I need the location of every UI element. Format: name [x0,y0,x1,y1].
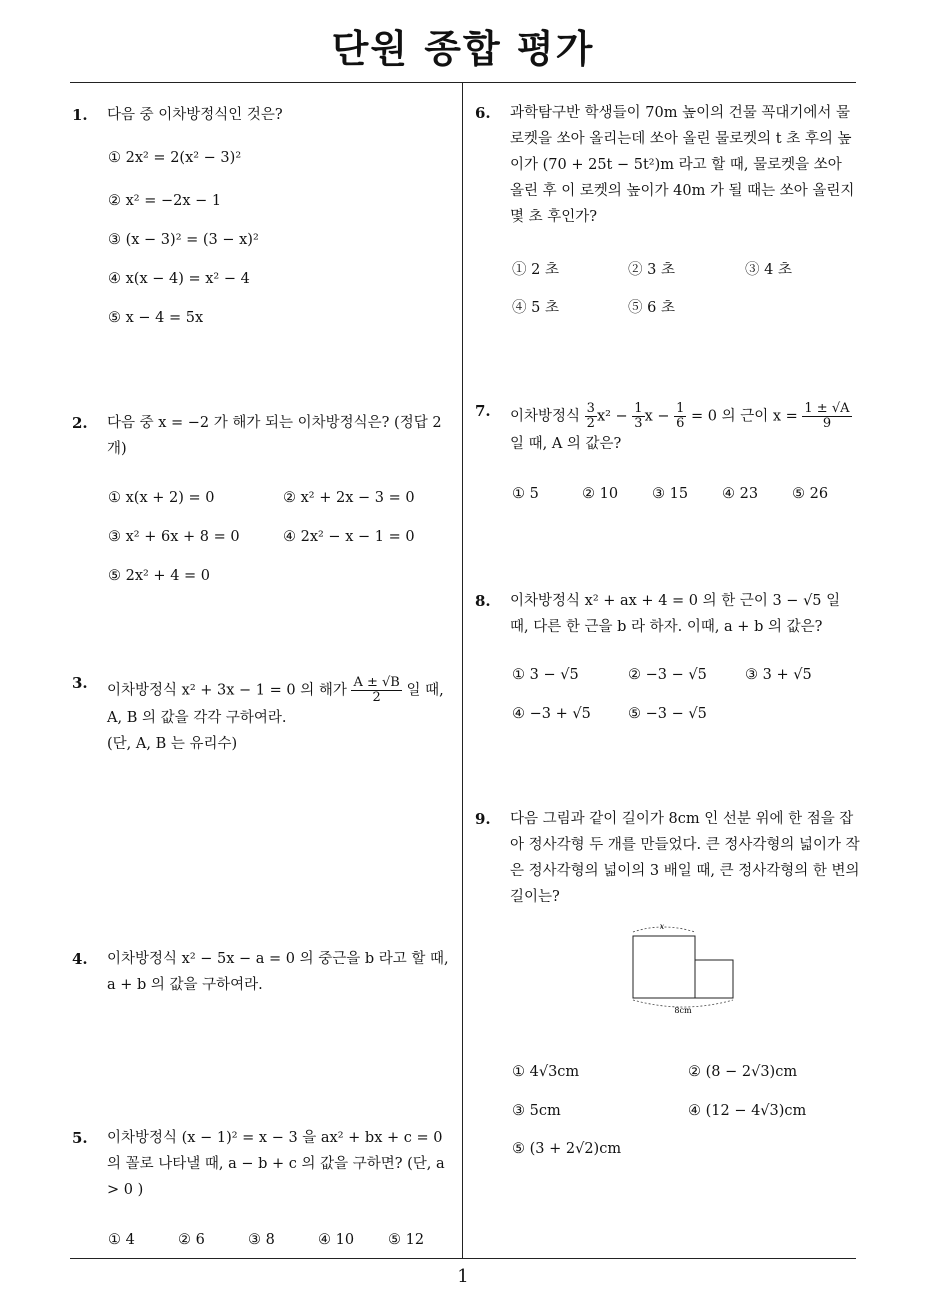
option[interactable]: ② −3 − √5 [628,667,707,683]
fraction: $\frac{1}{6}$ [676,401,685,431]
question-number: 1. [72,106,88,124]
option[interactable]: ⑤ 6 초 [628,300,675,316]
question-9 [475,806,860,910]
option[interactable]: ② 10 [582,486,619,502]
option[interactable]: ① 2x² = 2(x² − 3)² [108,150,242,166]
question-text: = 0 의 근이 x = [691,408,798,425]
option[interactable]: ④ x(x − 4) = x² − 4 [108,271,250,287]
figure-x-label: x [659,922,665,931]
question-number: 5. [72,1129,88,1147]
question-text: 이차방정식 (x − 1)² = x − 3 을 ax² + bx + c = 0 의 꼴로 나타낼 때, a − b + c 의 값을 구하면? (단, a > 0 ) [107,1130,445,1198]
option[interactable]: ① 4√3cm [512,1064,580,1080]
option[interactable]: ⑤ 26 [792,486,829,502]
question-note: (단, A, B 는 유리수) [107,736,238,752]
option[interactable]: ② x² = −2x − 1 [108,193,222,209]
option[interactable]: ③ x² + 6x + 8 = 0 [108,529,240,545]
option[interactable]: ⑤ (3 + 2√2)cm [512,1141,622,1157]
fraction: $\frac{1 \pm √A}{9}$ [804,401,850,431]
question-text: 일 때, A 의 값은? [510,436,622,452]
top-divider [70,82,856,83]
question-3 [72,670,457,757]
bottom-divider [70,1258,856,1259]
question-text: 이차방정식 x² + ax + 4 = 0 의 한 근이 3 − √5 일 때, 다른 한 근을 b 라 하자. 이때, a + b 의 값은? [510,593,841,635]
question-1 [72,102,452,128]
small-square [695,960,733,998]
option[interactable]: ① 4 [108,1232,135,1248]
option[interactable]: ③ 5cm [512,1103,561,1119]
option[interactable]: ③ 3 + √5 [745,667,812,683]
option[interactable]: ③ 4 초 [745,262,792,278]
option[interactable]: ④ −3 + √5 [512,706,591,722]
figure-length-label: 8cm [674,1006,692,1015]
option[interactable]: ③ 8 [248,1232,275,1248]
question-text: 이차방정식 x² − 5x − a = 0 의 중근을 b 라고 할 때, a + b 의 값을 구하여라. [107,951,449,993]
option[interactable]: ⑤ x − 4 = 5x [108,310,204,326]
squares-figure [622,918,746,1018]
option[interactable]: ① x(x + 2) = 0 [108,490,215,506]
option[interactable]: ② x² + 2x − 3 = 0 [283,490,415,506]
question-text: 과학탐구반 학생들이 70m 높이의 건물 꼭대기에서 물로켓을 쏘아 올리는데 쏘아 올린 물로켓의 t 초 후의 높이가 (70 + 25t − 5t²)m 라고 할 때, 물로켓을 쏘아 올린 후 이 로켓의 높이가 40m 가 될 때는 쏘아 올린지 몇 초 후인가? [510,105,855,225]
option[interactable]: ④ 10 [318,1232,355,1248]
option[interactable]: ④ 5 초 [512,300,559,316]
column-divider [462,83,463,1259]
page-title: 단원 종합 평가 [331,27,595,71]
question-2 [72,410,457,462]
option[interactable]: ③ (x − 3)² = (3 − x)² [108,232,259,248]
question-text: 다음 그림과 같이 길이가 8cm 인 선분 위에 한 점을 잡아 정사각형 두 개를 만들었다. 큰 정사각형의 넓이가 작은 정사각형의 넓이의 3 배일 때, 큰 정사각형의 한 변의 길이는? [510,811,860,905]
question-number: 7. [475,402,491,420]
option[interactable]: ① 5 [512,486,539,502]
option[interactable]: ⑤ 12 [388,1232,425,1248]
option[interactable]: ⑤ −3 − √5 [628,706,707,722]
question-number: 2. [72,414,88,432]
question-number: 6. [475,104,491,122]
question-text: 이차방정식 [510,408,581,425]
question-number: 4. [72,950,88,968]
question-number: 8. [475,592,491,610]
option[interactable]: ④ 23 [722,486,759,502]
question-number: 9. [475,810,491,828]
option[interactable]: ④ 2x² − x − 1 = 0 [283,529,415,545]
question-text: x² − [596,408,628,425]
question-text: 다음 중 이차방정식인 것은? [107,107,283,123]
option[interactable]: ② 6 [178,1232,205,1248]
option[interactable]: ② (8 − 2√3)cm [688,1064,798,1080]
option[interactable]: ② 3 초 [628,262,675,278]
question-5 [72,1125,457,1203]
question-number: 3. [72,674,88,692]
fraction: $\frac{1}{3}$ [634,401,643,431]
option[interactable]: ① 2 초 [512,262,559,278]
question-4 [72,946,457,998]
question-text: 이차방정식 x² + 3x − 1 = 0 의 해가 [107,682,347,699]
question-text: 일 때, [406,682,444,699]
question-8 [475,588,860,640]
question-6 [475,100,860,230]
question-7 [475,398,860,457]
large-square [633,936,695,998]
question-text: x − [644,408,670,425]
option[interactable]: ⑤ 2x² + 4 = 0 [108,568,211,584]
fraction: $\frac{A \pm √B}{2}$ [353,675,400,705]
question-text: 다음 중 x = −2 가 해가 되는 이차방정식은? (정답 2 개) [107,415,442,457]
fraction: $\frac{3}{2}$ [586,401,595,431]
question-text: A, B 의 값을 각각 구하여라. [107,710,287,726]
option[interactable]: ④ (12 − 4√3)cm [688,1103,807,1119]
page-number: 1 [457,1266,469,1287]
option[interactable]: ③ 15 [652,486,689,502]
option[interactable]: ① 3 − √5 [512,667,579,683]
